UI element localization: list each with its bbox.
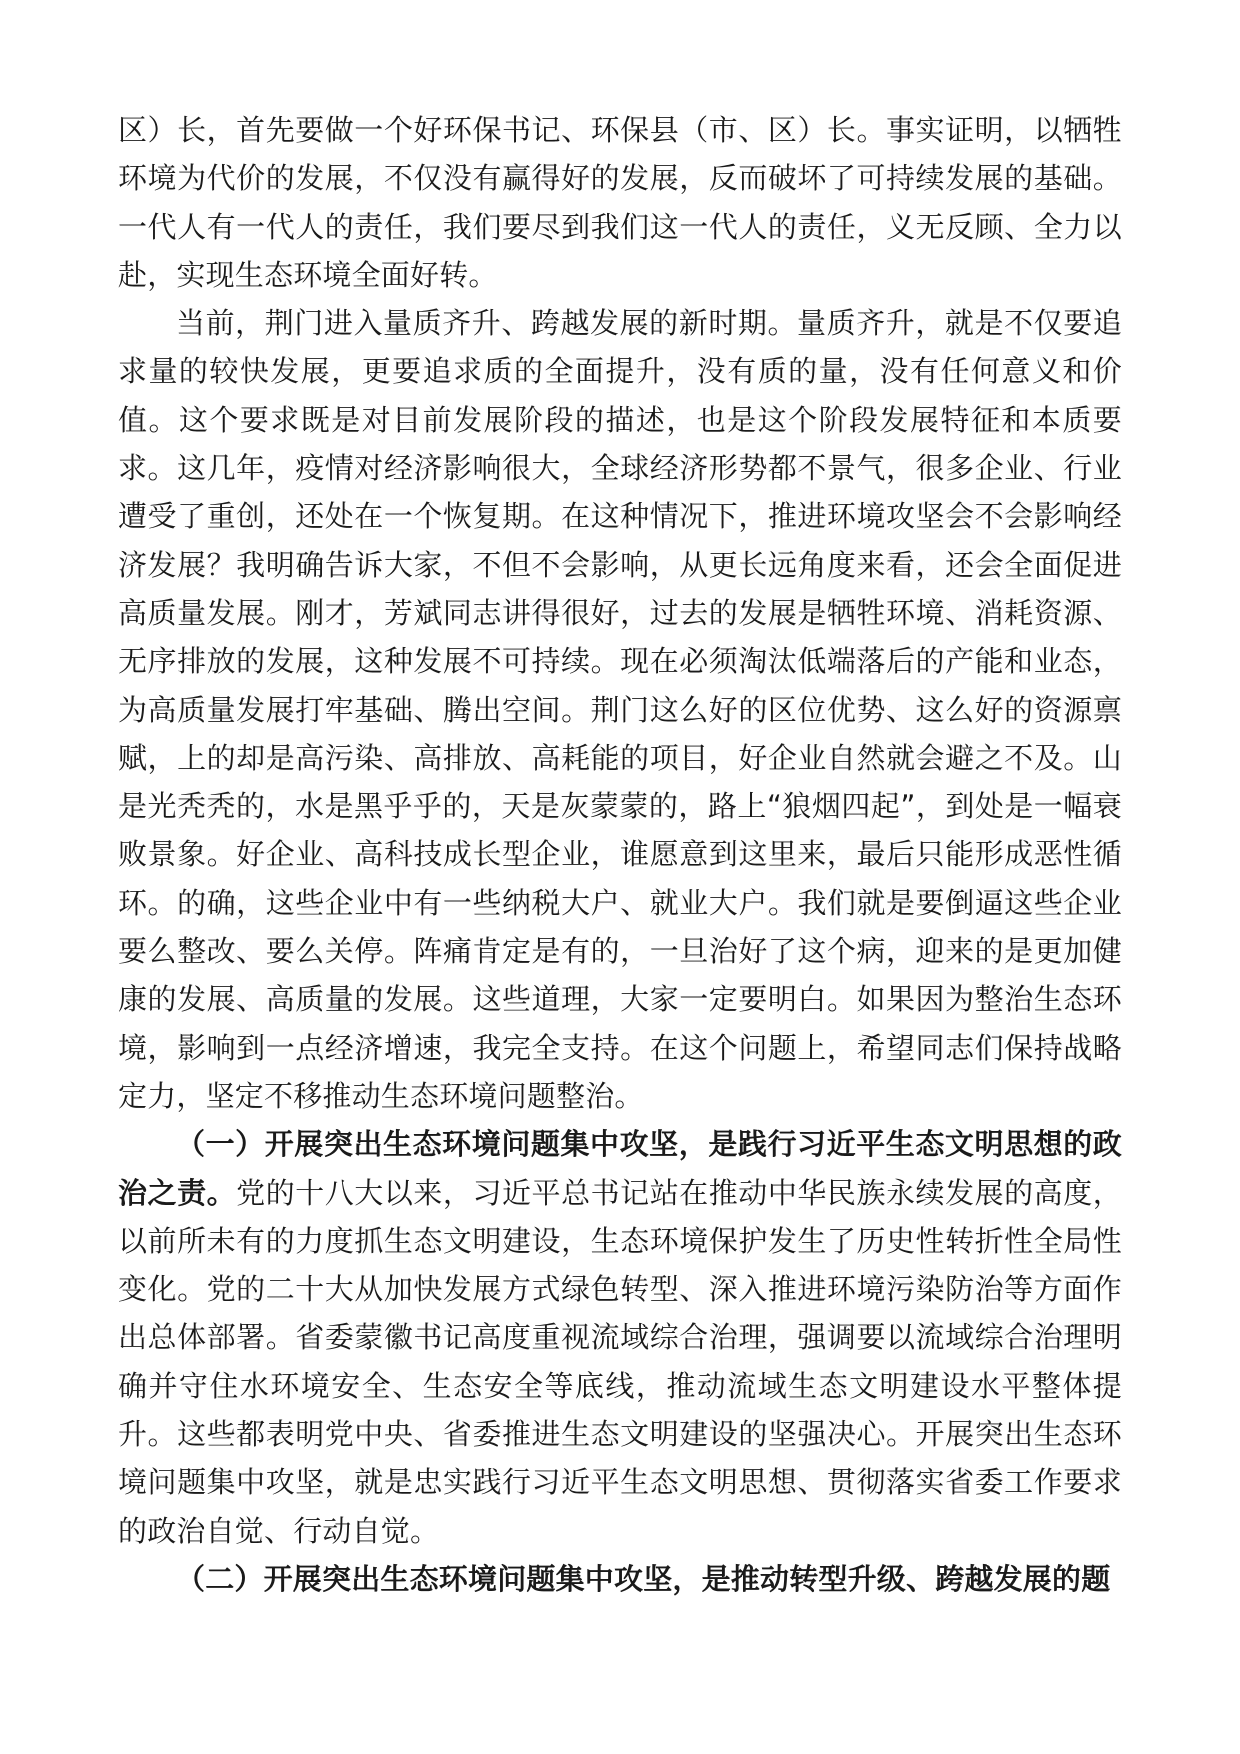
paragraph-text: 区）长，首先要做一个好环保书记、环保县（市、区）长。事实证明，以牺牲环境为代价的发展，不仅没有赢得好的发展，反而破坏了可持续发展的基础。一代人有一代人的责任，我们要尽到我们这一代人的责任，义无反顾、全力以赴，实现生态环境全面好转。	[118, 113, 1122, 292]
section-heading: （一）开展突出生态环境问题集中攻坚，是践行习近平生态文明思想的政治之责。	[118, 1127, 1122, 1210]
document-page	[118, 106, 1122, 1603]
paragraph-text: 当前，荆门进入量质齐升、跨越发展的新时期。量质齐升，就是不仅要追求量的较快发展，更要追求质的全面提升，没有质的量，没有任何意义和价值。这个要求既是对目前发展阶段的描述，也是这个阶段发展特征和本质要求。这几年，疫情对经济影响很大，全球经济形势都不景气，很多企业、行业遭受了重创，还处在一个恢复期。在这种情况下，推进环境攻坚会不会影响经济发展？我明确告诉大家，不但不会影响，从更长远角度来看，还会全面促进高质量发展。刚才，芳斌同志讲得很好，过去的发展是牺牲环境、消耗资源、无序排放的发展，这种发展不可持续。现在必须淘汰低端落后的产能和业态，为高质量发展打牢基础、腾出空间。荆门这么好的区位优势、这么好的资源禀赋，上的却是高污染、高排放、高耗能的项目，好企业自然就会避之不及。山是光秃秃的，水是黑乎乎的，天是灰蒙蒙的，路上“狼烟四起”，到处是一幅衰败景象。好企业、高科技成长型企业，谁愿意到这里来，最后只能形成恶性循环。的确，这些企业中有一些纳税大户、就业大户。我们就是要倒逼这些企业要么整改、要么关停。阵痛肯定是有的，一旦治好了这个病，迎来的是更加健康的发展、高质量的发展。这些道理，大家一定要明白。如果因为整治生态环境，影响到一点经济增速，我完全支持。在这个问题上，希望同志们保持战略定力，坚定不移推动生态环境问题整治。	[118, 306, 1122, 1113]
paragraph-text: 党的十八大以来，习近平总书记站在推动中华民族永续发展的高度，以前所未有的力度抓生态文明建设，生态环境保护发生了历史性转折性全局性变化。党的二十大从加快发展方式绿色转型、深入推进环境污染防治等方面作出总体部署。省委蒙徽书记高度重视流域综合治理，强调要以流域综合治理明确并守住水环境安全、生态安全等底线，推动流域生态文明建设水平整体提升。这些都表明党中央、省委推进生态文明建设的坚强决心。开展突出生态环境问题集中攻坚，就是忠实践行习近平生态文明思想、贯彻落实省委工作要求的政治自觉、行动自觉。	[118, 1175, 1122, 1548]
section-heading: （二）开展突出生态环境问题集中攻坚，是推动转型升级、跨越发展的题	[176, 1561, 1111, 1596]
paragraph-section-one	[118, 1120, 1122, 1555]
paragraph-section-two	[118, 1555, 1122, 1603]
paragraph-current-period	[118, 299, 1122, 1120]
paragraph-continuation	[118, 106, 1122, 299]
